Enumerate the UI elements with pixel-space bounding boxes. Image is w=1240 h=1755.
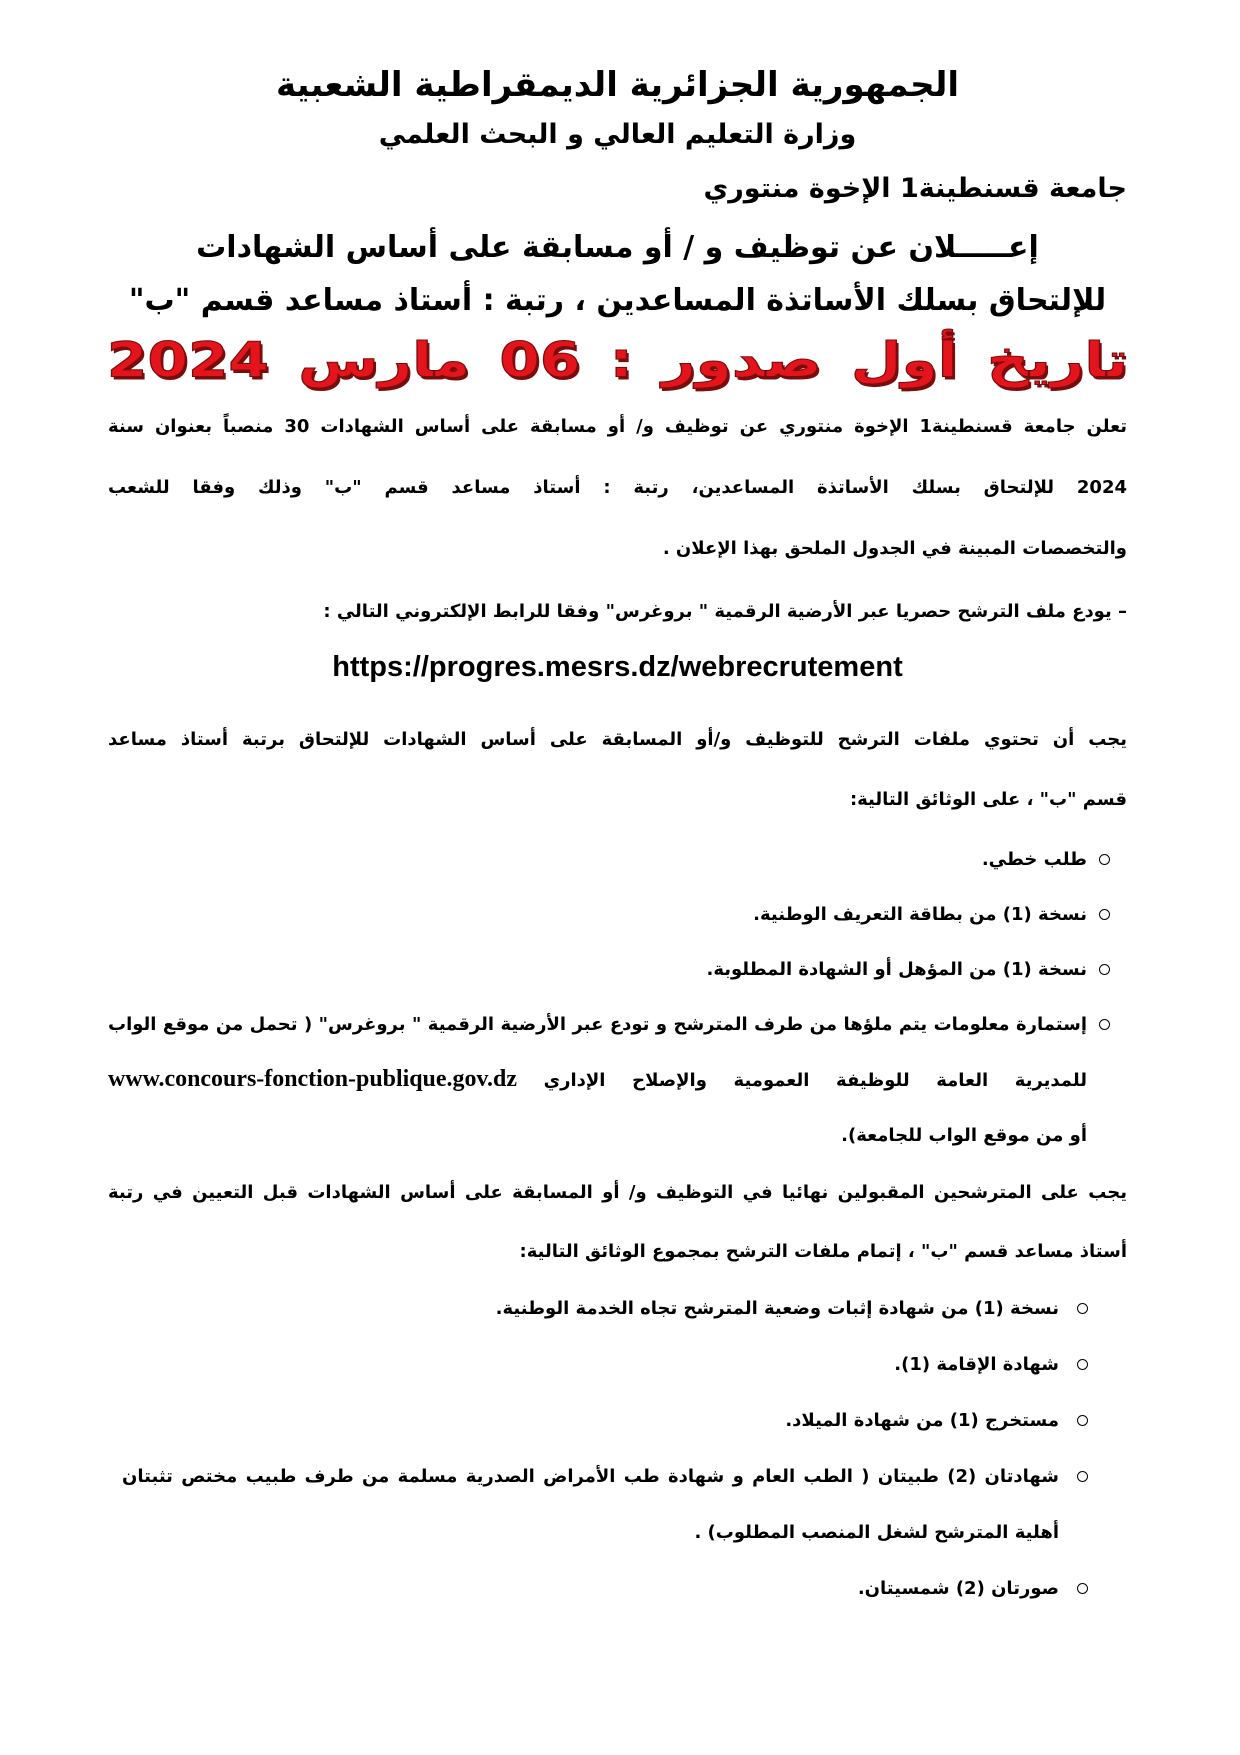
required-documents-intro [108,710,1127,830]
required-documents-intro-line: قسم "ب" ، على الوثائق التالية: [849,789,1127,810]
submission-instruction: – يودع ملف الترشح حصريا عبر الأرضية الرقمية " بروغرس" وفقا للرابط الإلكتروني التالي : [323,601,1127,622]
document-item [108,832,1110,887]
document-item [108,887,1110,942]
document-item [108,997,1110,1163]
final-documents-list [108,1281,1127,1617]
ministry-name: وزارة التعليم العالي و البحث العلمي [378,119,857,150]
document-item-text: نسخة (1) من المؤهل أو الشهادة المطلوبة. [706,959,1087,980]
intro-paragraph [108,396,1127,579]
document-item-text: مستخرج (1) من شهادة الميلاد. [785,1410,1059,1431]
bullet-icon [1077,1415,1088,1426]
final-documents-intro-line: أستاذ مساعد قسم "ب" ، إتمام ملفات الترشح بمجموع الوثائق التالية: [519,1241,1127,1262]
public-service-website-link[interactable]: www.concours-fonction-publique.gov.dz [108,1066,517,1092]
intro-line: تعلن جامعة قسنطينة1 الإخوة منتوري عن توظيف و/ أو مسابقة على أساس الشهادات 30 منصباً بعنوان سنة [108,416,1127,437]
document-item [122,1281,1088,1337]
document-item-text: طلب خطي. [981,849,1087,870]
document-item [122,1393,1088,1449]
bullet-icon [1099,909,1110,920]
bullet-icon [1077,1583,1088,1594]
document-item-text: أو من موقع الواب للجامعة). [841,1125,1087,1146]
document-item [122,1449,1088,1561]
bullet-icon [1099,854,1110,865]
bullet-icon [1077,1471,1088,1482]
country-name: الجمهورية الجزائرية الديمقراطية الشعبية [276,65,959,105]
intro-line: 2024 للإلتحاق بسلك الأساتذة المساعدين، رتبة : أستاذ مساعد قسم "ب" وذلك وفقا للشعب [108,477,1127,498]
final-documents-intro-line: يجب على المترشحين المقبولين نهائيا في التوظيف و/ أو المسابقة على أساس الشهادات قبل التعيين في رتبة [108,1182,1127,1203]
document-item-text: أهلية المترشح لشغل المنصب المطلوب) . [694,1522,1059,1543]
document-item-text: للمديرية العامة للوظيفة العمومية والإصلاح الإداري [543,1070,1087,1091]
submission-url-link[interactable]: https://progres.mesrs.dz/webrecrutement [332,651,903,683]
intro-line: والتخصصات المبينة في الجدول الملحق بهذا الإعلان . [662,538,1127,559]
document-item-text: شهادتان (2) طبيتان ( الطب العام و شهادة طب الأمراض الصدرية مسلمة من طرف طبيب مختص تثبتان [122,1466,1059,1487]
required-documents-intro-line: يجب أن تحتوي ملفات الترشح للتوظيف و/أو المسابقة على أساس الشهادات للإلتحاق برتبة أستاذ مساعد [108,729,1127,750]
document-item-text: صورتان (2) شمسيتان. [857,1578,1059,1599]
final-documents-intro [108,1163,1127,1281]
bullet-icon [1077,1303,1088,1314]
document-item [108,942,1110,997]
university-name: جامعة قسنطينة1 الإخوة منتوري [703,173,1127,204]
announcement-title-line-2: للإلتحاق بسلك الأساتذة المساعدين ، رتبة : أستاذ مساعد قسم "ب" [128,283,1107,318]
document-item [122,1561,1088,1617]
first-publication-date: تاريخ أول صدور : 06 مارس 2024 [106,333,1129,389]
document-item [122,1337,1088,1393]
document-item-text: شهادة الإقامة (1). [894,1354,1059,1375]
document-item-text: إستمارة معلومات يتم ملؤها من طرف المترشح و تودع عبر الأرضية الرقمية " بروغرس" ( تحمل من موقع الواب [108,1014,1087,1035]
bullet-icon [1099,1019,1110,1030]
bullet-icon [1077,1359,1088,1370]
announcement-title-line-1: إعـــــلان عن توظيف و / أو مسابقة على أساس الشهادات [196,230,1039,265]
bullet-icon [1099,964,1110,975]
required-documents-list [108,832,1127,1163]
document-item-text-with-link [108,1052,1087,1108]
document-item-text: نسخة (1) من شهادة إثبات وضعية المترشح تجاه الخدمة الوطنية. [495,1298,1059,1319]
document-item-text: نسخة (1) من بطاقة التعريف الوطنية. [753,904,1087,925]
